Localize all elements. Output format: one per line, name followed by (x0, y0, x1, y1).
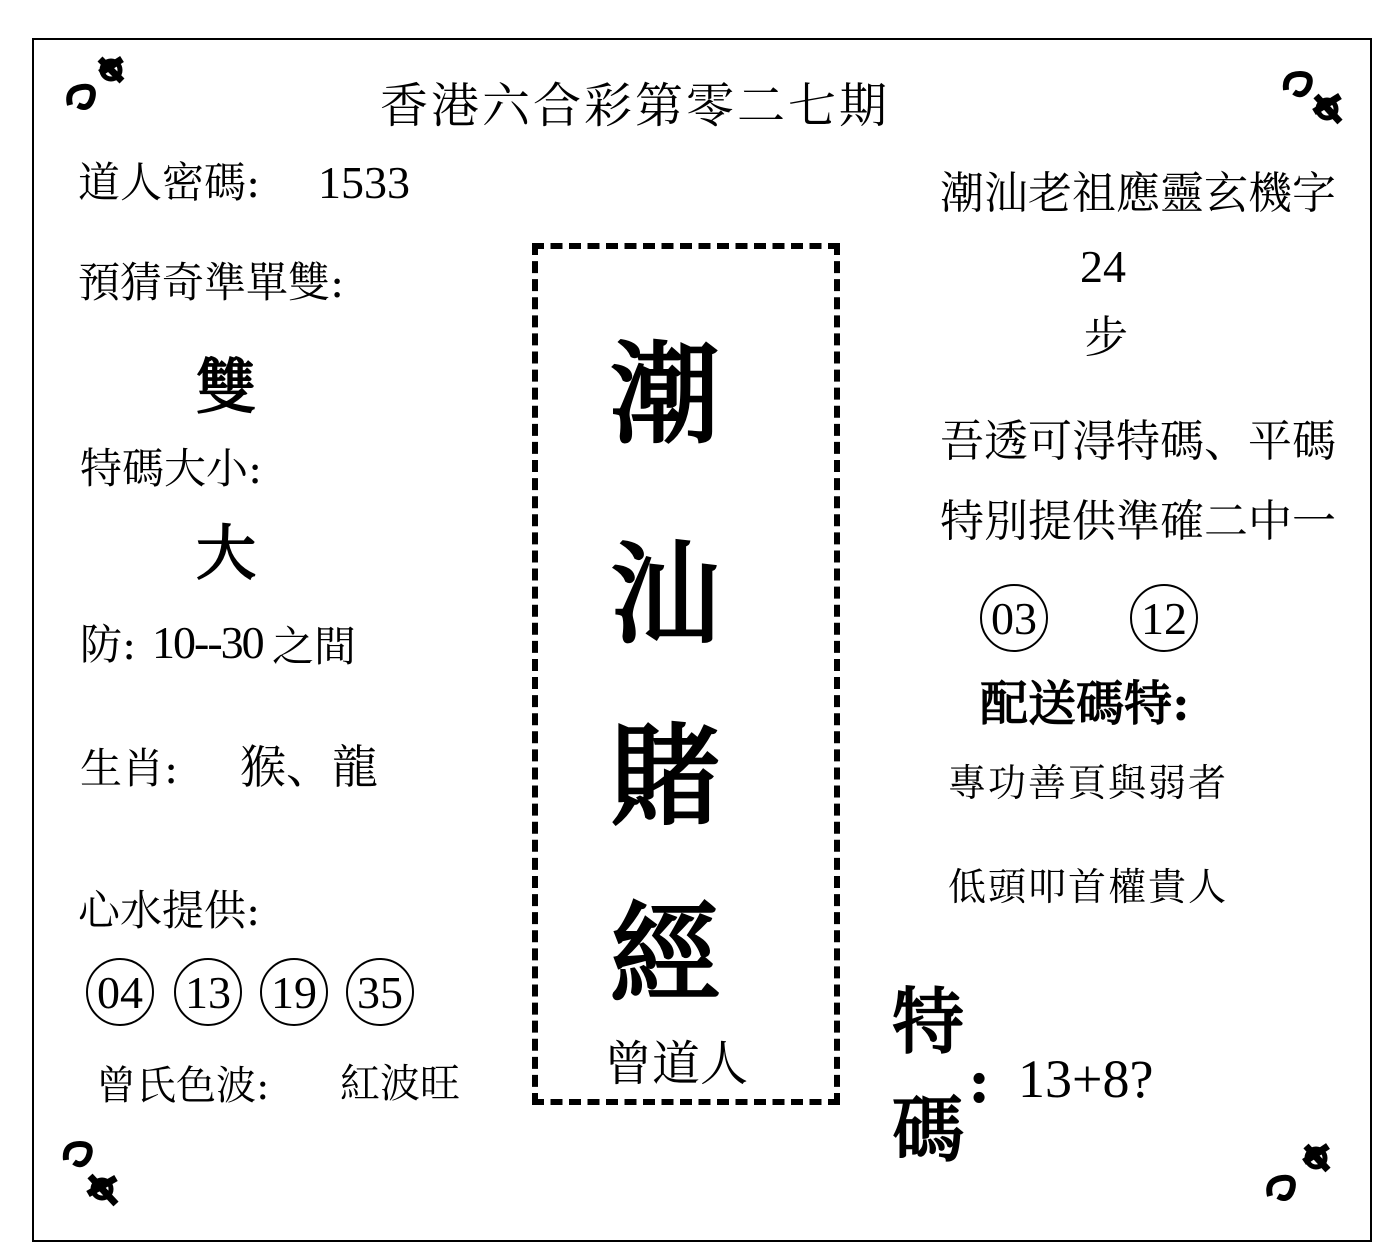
step-char: 步 (1084, 312, 1128, 363)
pair-number: 12 (1130, 584, 1198, 652)
heart-number: 13 (174, 958, 242, 1026)
vertical-char: 汕 (610, 530, 720, 659)
heart-number: 35 (346, 958, 414, 1026)
special-value: 13+8? (1018, 1049, 1154, 1109)
guard-suffix: 之間 (272, 622, 357, 671)
knot-ornament-icon (58, 1132, 138, 1212)
gift-label: 配送碼特: (980, 676, 1190, 732)
heart-number: 19 (260, 958, 328, 1026)
page-title: 香港六合彩第零二七期 (380, 78, 891, 134)
knot-ornament-icon (60, 55, 140, 135)
right-line-3: 特別提供準確二中一 (940, 496, 1336, 547)
vertical-char: 經 (610, 890, 720, 1019)
heart-number: 04 (86, 958, 154, 1026)
verse-line-1: 專功善頁與弱者 (948, 761, 1229, 805)
author-name: 曾道人 (604, 1036, 749, 1092)
knot-ornament-icon (1276, 60, 1356, 140)
knot-ornament-icon (1262, 1140, 1342, 1220)
special-colon: : (968, 1047, 991, 1117)
guard-value: 10--30 (152, 617, 263, 668)
size-label: 特碼大小: (80, 444, 263, 493)
vertical-char: 潮 (610, 330, 720, 459)
code-label: 道人密碼: (78, 158, 261, 207)
code-value: 1533 (318, 157, 410, 208)
size-value: 大 (196, 519, 256, 589)
mystery-number: 24 (1080, 241, 1126, 292)
right-heading: 潮汕老祖應靈玄機字 (940, 168, 1336, 219)
zodiac-value: 猴、龍 (240, 740, 378, 794)
heart-label: 心水提供: (78, 886, 261, 935)
vertical-char: 賭 (610, 712, 720, 841)
guard-label: 防: (80, 620, 137, 669)
right-line-2: 吾透可淂特碼、平碼 (940, 416, 1336, 467)
pair-number: 03 (980, 584, 1048, 652)
color-label: 曾氏色波: (96, 1063, 270, 1109)
oddeven-value: 雙 (196, 353, 256, 423)
special-char-2: 碼 (892, 1087, 965, 1172)
zodiac-label: 生肖: (80, 744, 179, 793)
verse-line-2: 低頭叩首權貴人 (948, 865, 1229, 909)
special-char-1: 特 (892, 979, 965, 1064)
color-value: 紅波旺 (340, 1061, 460, 1107)
oddeven-label: 預猜奇準單雙: (78, 258, 345, 307)
